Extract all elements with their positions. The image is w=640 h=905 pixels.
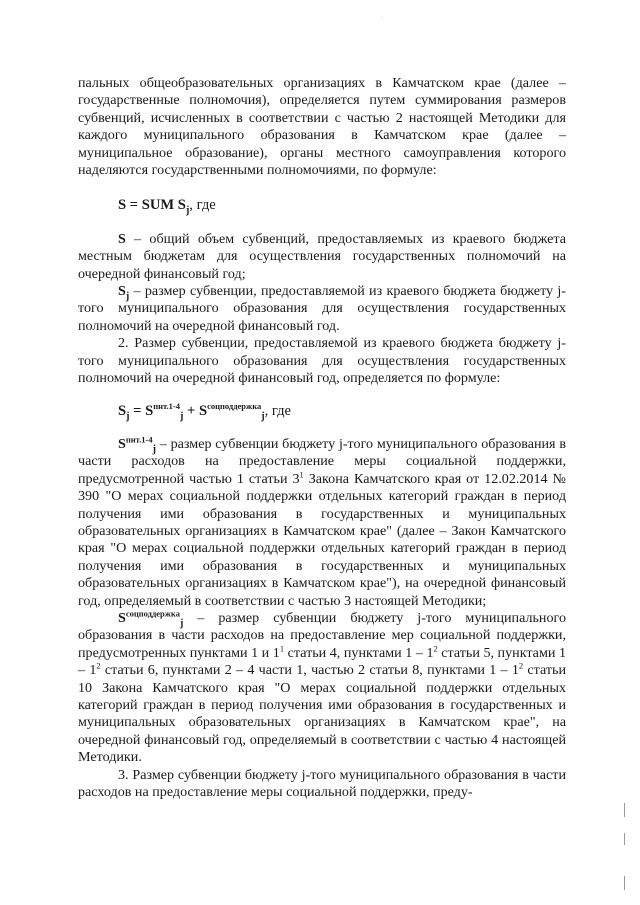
item-superscript: 2 [96,660,101,671]
symbol-superscript: пнт.1-4 [125,434,153,445]
formula-subscript: j [185,205,190,217]
item-superscript: 1 [279,643,285,654]
formula-left: S = SUM S [118,197,186,214]
definition-sj [78,283,566,335]
formula-total-subvention [118,197,566,217]
formula-term-2: S [198,402,208,419]
definition-text-e: статьи 10 Закона Камчатского края "О мерах социальной поддержки отдельных категорий граждан в период получения ими образования в государственных и муниципальных образовательных организациях в Камчатском крае", на очередной финансовый год, определяемый в соответствии с частью 4 настоящей Методики. [78,662,566,766]
paragraph-2: 2. Размер субвенции, предоставляемой из краевого бюджета бюджету j-того муниципального образования для осуществления государственных полномочий на очередной финансовый год, определяется по формуле: [78,335,566,387]
definition-text: – общий объем субвенций, предоставляемых из краевого бюджета местным бюджетам для осуществления государственных полномочий на очередной финансовый год; [78,230,566,282]
formula-municipal-subvention [118,400,566,422]
scan-edge-mark [624,833,625,845]
definition-s-pnt [78,436,566,610]
document-page [78,75,566,801]
formula-lhs: S [118,402,127,419]
formula-lhs-subscript: j [126,410,130,422]
symbol: S [118,435,126,452]
item-superscript: 2 [433,643,438,654]
formula-tail: , где [264,402,292,419]
definition-text-b: Закона Камчатского края от 12.02.2014 № 390 "О мерах социальной поддержки отдельных категорий граждан в период получения ими образования в государственных и муниципальных образовательных организациях в Камчатском крае" (далее – Закон Камчатского края "О мерах социальной поддержки отдельных категорий граждан в период получения ими образования в государственных и муниципальных образовательных организациях в Камчатском крае"), на очередной финансовый год, определяемый в соответствии с частью 3 настоящей Методики; [78,470,566,609]
symbol-subscript: j [179,617,184,629]
definition-text-a: – размер субвенции бюджету j-того муниципального образования в части расходов на предоставление мер социальной поддержки, предусмотренных пунктами 1 и 1 [78,609,566,661]
formula-term-1-subscript: j [180,410,184,422]
formula-term-2-superscript: соцподдержка [207,400,262,411]
article-superscript: 1 [299,469,304,480]
item-superscript: 2 [518,660,524,671]
symbol: S [118,230,126,247]
definition-text-a: – размер субвенции бюджету j-того муниципального образования в части расходов на предоставление меры социальной поддержки, предусмотренной частью 1 статьи 3 [78,435,566,487]
scan-edge-mark [624,876,625,890]
symbol-superscript: соцподдержка [125,608,180,619]
scan-edge-mark [624,803,625,817]
definition-s-soc [78,610,566,767]
formula-equals: = [129,402,146,419]
symbol: S [118,283,126,300]
definition-text-d: статьи 6, пунктами 2 – 4 части 1, частью 2 статьи 8, пунктами 1 – 1 [100,662,519,679]
paragraph-3: 3. Размер субвенции бюджету j-того муниципального образования в части расходов на предоставление меры социальной поддержки, преду- [78,766,566,801]
paragraph-continuation: пальных общеобразовательных организациях в Камчатском крае (далее – государственные полномочия), определяется путем суммирования размеров субвенций, исчисленных в соответствии с частью 2 настоящей Методики для каждого муниципального образования в Камчатском крае (далее – муниципальное образование), органы местного самоуправления которого наделяются государственными полномочиями, по формуле: [78,75,566,179]
symbol-subscript: j [125,290,130,302]
definition-text-c: статьи 5, пунктами 1 – 1 [78,644,566,679]
definition-text: – размер субвенции, предоставляемой из краевого бюджета бюджету j-того муниципального образования для осуществления государственных полномочий на очередной финансовый год. [78,283,566,334]
formula-plus: + [183,402,199,419]
scan-mark: · [381,15,383,21]
definition-text-b: статьи 4, пунктами 1 – 1 [284,644,434,661]
formula-tail: , где [189,197,216,214]
definition-s [78,231,566,283]
symbol: S [118,609,126,626]
formula-term-2-subscript: j [261,410,265,422]
symbol-subscript: j [152,443,156,455]
formula-term-1-superscript: пнт.1-4 [153,400,181,411]
formula-term-1: S [145,402,154,419]
